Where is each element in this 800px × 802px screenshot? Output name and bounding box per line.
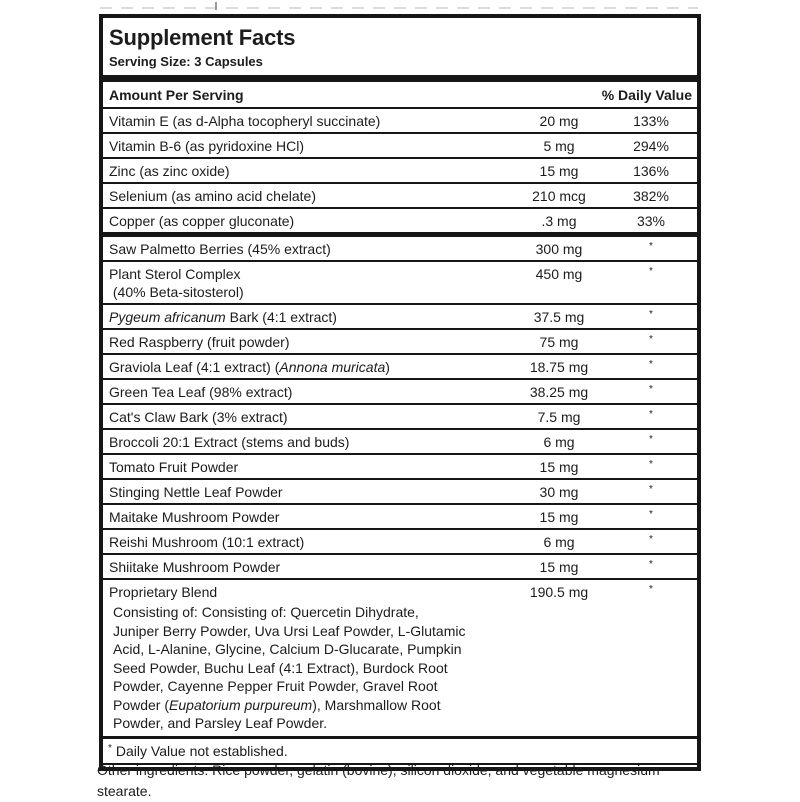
ingredient-name: Saw Palmetto Berries (45% extract) [109, 241, 331, 257]
ingredient-name: Selenium (as amino acid chelate) [109, 188, 316, 204]
table-row [103, 207, 697, 232]
footnote-asterisk: * [108, 742, 112, 754]
ingredient-amount: 15 mg [539, 163, 579, 179]
table-row [103, 157, 697, 182]
column-header-daily-value: % Daily Value [601, 87, 692, 103]
footnote-text: Daily Value not established. [115, 742, 288, 759]
ingredient-name: Reishi Mushroom (10:1 extract) [109, 534, 305, 550]
daily-value: * [649, 509, 653, 520]
table-row [103, 260, 697, 303]
panel-title: Supplement Facts [109, 25, 296, 50]
table-row [103, 503, 697, 528]
supplement-facts-panel [99, 14, 701, 771]
daily-value: * [649, 359, 653, 370]
table-row [103, 109, 697, 132]
ingredient-amount: .3 mg [541, 213, 577, 229]
ingredient-amount: 30 mg [539, 484, 579, 500]
ingredient-name: Plant Sterol Complex (40% Beta-sitosterol) [109, 266, 244, 300]
daily-value: * [649, 459, 653, 470]
daily-value: * [649, 266, 653, 277]
proprietary-blend-description: Consisting of: Consisting of: Quercetin Dihydrate, Juniper Berry Powder, Uva Ursi Leaf Powder, L-Glutamic Acid, L-Alanine, Glycine, Calcium D-Glucarate, Pumpkin Seed Powder, Buchu Leaf (4:1 Extract), Burdock Root Powder, Cayenne Pepper Fruit Powder, Gravel Root Powder (Eupatorium purpureum), Marshmallow Root Powder, and Parsley Leaf Powder. [113, 604, 466, 731]
daily-value: 133% [633, 113, 669, 129]
ingredient-name: Shiitake Mushroom Powder [109, 559, 281, 575]
table-row [103, 378, 697, 403]
table-row [103, 403, 697, 428]
ingredient-amount: 6 mg [543, 434, 575, 450]
column-header-row [103, 82, 697, 109]
ingredient-name: Pygeum africanum Bark (4:1 extract) [109, 309, 337, 325]
daily-value: * [649, 309, 653, 320]
daily-value: * [649, 241, 653, 252]
serving-size: Serving Size: 3 Capsules [109, 54, 263, 69]
ingredient-amount: 38.25 mg [529, 384, 589, 400]
daily-value: * [649, 534, 653, 545]
ingredient-amount: 7.5 mg [537, 409, 581, 425]
nutrients-section [103, 109, 697, 232]
table-row [103, 528, 697, 553]
daily-value: * [649, 434, 653, 445]
ingredient-amount: 5 mg [543, 138, 575, 154]
daily-value: * [649, 559, 653, 570]
ingredient-amount: 300 mg [535, 241, 583, 257]
table-row [103, 478, 697, 503]
ingredient-amount: 210 mcg [532, 188, 586, 204]
daily-value: 33% [636, 213, 666, 229]
ingredient-name: Maitake Mushroom Powder [109, 509, 280, 525]
ingredient-amount: 190.5 mg [529, 584, 589, 600]
ingredient-name: Proprietary Blend [109, 584, 218, 600]
ingredient-amount: 20 mg [539, 113, 579, 129]
other-ingredients: Other ingredients: Rice powder, gelatin (bovine), silicon dioxide, and vegetable magnesium stearate. [97, 762, 660, 799]
table-row [103, 353, 697, 378]
ingredient-name: Stinging Nettle Leaf Powder [109, 484, 283, 500]
daily-value: 382% [633, 188, 669, 204]
ingredient-name: Tomato Fruit Powder [109, 459, 239, 475]
panel-header [103, 18, 697, 75]
daily-value: * [649, 384, 653, 395]
crop-artifact-tick [215, 2, 217, 10]
ingredient-amount: 37.5 mg [533, 309, 585, 325]
table-row [103, 303, 697, 328]
ingredient-name: Red Raspberry (fruit powder) [109, 334, 290, 350]
ingredient-name: Graviola Leaf (4:1 extract) (Annona muricata) [109, 359, 390, 375]
daily-value: * [649, 484, 653, 495]
daily-value: 136% [633, 163, 669, 179]
ingredient-amount: 15 mg [539, 559, 579, 575]
thick-divider-top [103, 75, 697, 82]
ingredient-name: Broccoli 20:1 Extract (stems and buds) [109, 434, 350, 450]
ingredient-name: Green Tea Leaf (98% extract) [109, 384, 293, 400]
daily-value: * [649, 584, 653, 595]
ingredient-amount: 75 mg [539, 334, 579, 350]
daily-value: * [649, 409, 653, 420]
table-row [103, 553, 697, 578]
ingredient-name: Vitamin B-6 (as pyridoxine HCl) [109, 138, 305, 154]
table-row [103, 237, 697, 260]
table-row [103, 428, 697, 453]
table-row [103, 132, 697, 157]
table-row [103, 182, 697, 207]
column-header-amount: Amount Per Serving [109, 87, 244, 103]
ingredient-amount: 18.75 mg [529, 359, 589, 375]
daily-value: 294% [633, 138, 669, 154]
crop-artifact-dashes [100, 7, 698, 9]
ingredient-amount: 15 mg [539, 509, 579, 525]
daily-value: * [649, 334, 653, 345]
ingredient-amount: 15 mg [539, 459, 579, 475]
ingredient-amount: 450 mg [535, 266, 583, 282]
ingredient-name: Vitamin E (as d-Alpha tocopheryl succinate) [109, 113, 381, 129]
ingredient-name: Zinc (as zinc oxide) [109, 163, 230, 179]
table-row [103, 328, 697, 353]
herbals-section [103, 237, 697, 736]
table-row [103, 453, 697, 478]
ingredient-amount: 6 mg [543, 534, 575, 550]
ingredient-name: Copper (as copper gluconate) [109, 213, 295, 229]
ingredient-name: Cat's Claw Bark (3% extract) [109, 409, 288, 425]
table-row [103, 578, 697, 736]
